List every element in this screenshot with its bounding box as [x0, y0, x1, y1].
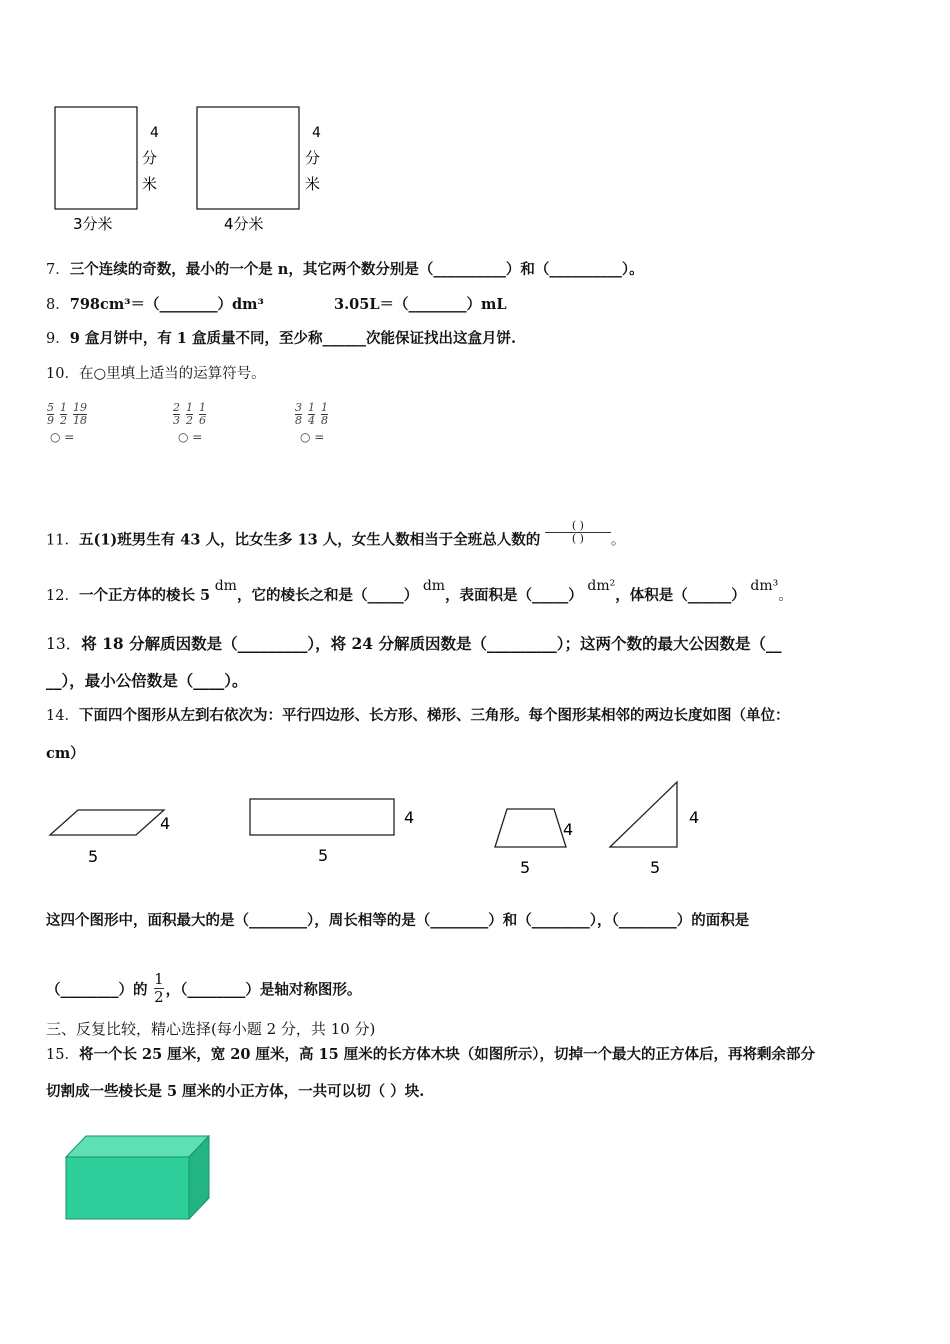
question-13-line2	[46, 671, 248, 691]
q10-item-2-frac-c-denominator: 6	[199, 414, 206, 427]
q13-line2: __），最小公倍数是（____）。	[46, 671, 248, 690]
q13-line1: 将 18 分解质因数是（_________），将 24 分解质因数是（_________）；这两个数的最大公因数是（__	[81, 634, 782, 653]
q9-number: 9．	[46, 331, 70, 347]
q10-item-1-frac-a-numerator: 5	[47, 401, 54, 414]
q12-unit4: dm³	[750, 578, 779, 594]
q8-part1: 798cm³＝（________）dm³	[69, 296, 264, 313]
triangle-base-label: 5	[650, 858, 661, 877]
q8-part2: 3.05L＝（________）mL	[334, 296, 507, 313]
question-8	[46, 295, 507, 315]
q12-unit1: dm	[214, 578, 237, 594]
rectangle-shape	[250, 799, 394, 835]
q10-item-1-frac-b-numerator: 1	[60, 401, 67, 414]
question-15-line1	[46, 1045, 815, 1065]
question-12	[46, 578, 793, 606]
q10-item-2-frac-c	[199, 402, 206, 427]
q12-t4: ，体积是（______）	[615, 587, 746, 604]
q11-fraction	[545, 520, 611, 545]
q14-line1: 下面四个图形从左到右依次为：平行四边形、长方形、梯形、三角形。每个图形某相邻的两边长度如图（单位：	[78, 707, 790, 724]
q12-unit2: dm	[422, 578, 446, 594]
q10-number: 10．	[46, 366, 79, 382]
q9-text: 9 盒月饼中，有 1 盒质量不同，至少称______次能保证找出这盒月饼.	[69, 330, 517, 347]
rect-4x4	[197, 107, 299, 209]
trapezoid-base-label: 5	[520, 858, 531, 877]
question-14-line4	[46, 970, 362, 1008]
parallelogram-shape	[50, 810, 164, 835]
q10-item-1-frac-b	[60, 402, 67, 427]
q10-item-3-frac-a	[295, 402, 302, 427]
question-7	[46, 260, 644, 280]
q10-item-2-frac-b-denominator: 2	[186, 414, 193, 427]
q10-item-2-frac-a-numerator: 2	[173, 401, 180, 414]
q10-item-3-frac-b	[308, 402, 315, 427]
q14-number: 14．	[46, 708, 79, 724]
q10-item-2-frac-b-numerator: 1	[186, 401, 193, 414]
rect1-height-label-2: 分	[142, 149, 158, 167]
q10-item-3-frac-a-numerator: 3	[295, 401, 302, 414]
q12-t1: 一个正方体的棱长 5	[78, 587, 211, 604]
q12-unit3: dm²	[587, 578, 616, 594]
q10-item-1-frac-c-denominator: 18	[73, 414, 87, 427]
q11-frac-bottom: ( )	[571, 532, 584, 545]
q12-number: 12．	[46, 588, 79, 604]
q10-item-3-frac-a-denominator: 8	[295, 414, 302, 427]
rect1-height-label-3: 米	[142, 175, 158, 193]
rectangle-base-label: 5	[318, 846, 329, 865]
q10-item-1-frac-a	[47, 402, 54, 427]
cuboid-figure	[60, 1130, 220, 1225]
q10-item-3-frac-b-numerator: 1	[308, 401, 315, 414]
q11-text: 五(1)班男生有 43 人，比女生多 13 人，女生人数相当于全班总人数的	[78, 531, 541, 549]
rect2-width-label: 4分米	[224, 215, 264, 233]
q10-item-3-frac-b-denominator: 4	[308, 414, 315, 427]
question-13-line1	[46, 634, 781, 654]
top-rectangles-figure	[40, 95, 340, 240]
q10-item-3-op: ○ =	[300, 430, 325, 444]
rect1-height-label-1: 4	[150, 125, 159, 141]
cuboid-top-face	[66, 1136, 209, 1157]
rectangle-side-label: 4	[404, 808, 415, 827]
q12-t3: ，表面积是（_____）	[445, 587, 583, 604]
q7-text: 三个连续的奇数，最小的一个是 n，其它两个数分别是（__________）和（__________）。	[69, 261, 644, 278]
q10-item-1-op: ○ =	[50, 430, 75, 444]
q10-item-1-frac-b-denominator: 2	[60, 414, 67, 427]
q10-item-1-fractions	[44, 401, 90, 427]
section-3-title-text: 三、反复比较，精心选择(每小题 2 分，共 10 分)	[46, 1020, 376, 1038]
q14-line4b: ，（________）是轴对称图形。	[165, 981, 362, 999]
triangle-side-label: 4	[689, 808, 700, 827]
q14-line4a: （________）的	[46, 981, 148, 999]
trapezoid-side-label: 4	[563, 820, 574, 839]
q14-line2: cm）	[46, 745, 85, 762]
q7-number: 7．	[46, 262, 70, 278]
q10-item-3-frac-c-numerator: 1	[321, 401, 328, 414]
q10-item-2-frac-a	[173, 402, 180, 427]
q15-line2: 切割成一些棱长是 5 厘米的小正方体，一共可以切（ ）块.	[46, 1083, 425, 1100]
q10-item-1-frac-a-denominator: 9	[47, 414, 54, 427]
question-14-line2	[46, 744, 85, 764]
q10-text: 在○里填上适当的运算符号。	[78, 366, 266, 382]
q8-number: 8．	[46, 297, 70, 313]
q10-item-2-frac-c-numerator: 1	[199, 401, 206, 414]
question-9	[46, 329, 516, 349]
rect2-height-label-1: 4	[312, 125, 321, 141]
question-10	[46, 364, 266, 384]
q14-line3: 这四个图形中，面积最大的是（________），周长相等的是（________）和（________），（________）的面积是	[46, 912, 750, 929]
q15-line1: 将一个长 25 厘米，宽 20 厘米，高 15 厘米的长方体木块（如图所示），切掉一个最大的正方体后，再将剩余部分	[78, 1046, 816, 1063]
q10-item-3-frac-c-denominator: 8	[321, 414, 328, 427]
q10-item-2-fractions	[170, 401, 209, 427]
q10-item-1-frac-c-numerator: 19	[73, 401, 87, 414]
q10-item-3-fractions	[292, 401, 331, 427]
rect1-width-label: 3分米	[73, 215, 113, 233]
q10-item-1-frac-c	[73, 402, 87, 427]
q14-frac-num: 1	[154, 970, 164, 988]
trapezoid-shape	[495, 809, 566, 847]
q10-item-3-frac-c	[321, 402, 328, 427]
q14-frac-den: 2	[154, 988, 164, 1006]
q10-item-2-frac-a-denominator: 3	[173, 414, 180, 427]
question-15-line2	[46, 1082, 424, 1102]
q13-number: 13．	[46, 635, 82, 653]
q11-frac-top: ( )	[571, 519, 584, 532]
q10-item-2-frac-b	[186, 402, 193, 427]
q10-item-2-op: ○ =	[178, 430, 203, 444]
parallelogram-side-label: 4	[160, 814, 171, 833]
q12-end: 。	[778, 588, 793, 604]
q10-item-3	[292, 401, 331, 444]
question-14-line1	[46, 706, 789, 726]
q11-number: 11．	[46, 532, 79, 549]
q14-half-fraction	[152, 971, 166, 1006]
cuboid-front-face	[66, 1157, 189, 1219]
section-3-title	[46, 1019, 375, 1039]
triangle-shape	[610, 782, 677, 847]
question-14-line3	[46, 911, 749, 931]
q11-end: 。	[610, 532, 626, 549]
question-11	[46, 519, 626, 553]
parallelogram-base-label: 5	[88, 847, 99, 866]
q14-shapes-figure	[40, 775, 720, 885]
q10-item-2	[170, 401, 209, 444]
q15-number: 15．	[46, 1047, 79, 1063]
rect2-height-label-3: 米	[305, 175, 321, 193]
rect-3x4	[55, 107, 137, 209]
q12-t2: ，它的棱长之和是（_____）	[236, 587, 419, 604]
q10-item-1	[44, 401, 90, 444]
rect2-height-label-2: 分	[305, 149, 321, 167]
